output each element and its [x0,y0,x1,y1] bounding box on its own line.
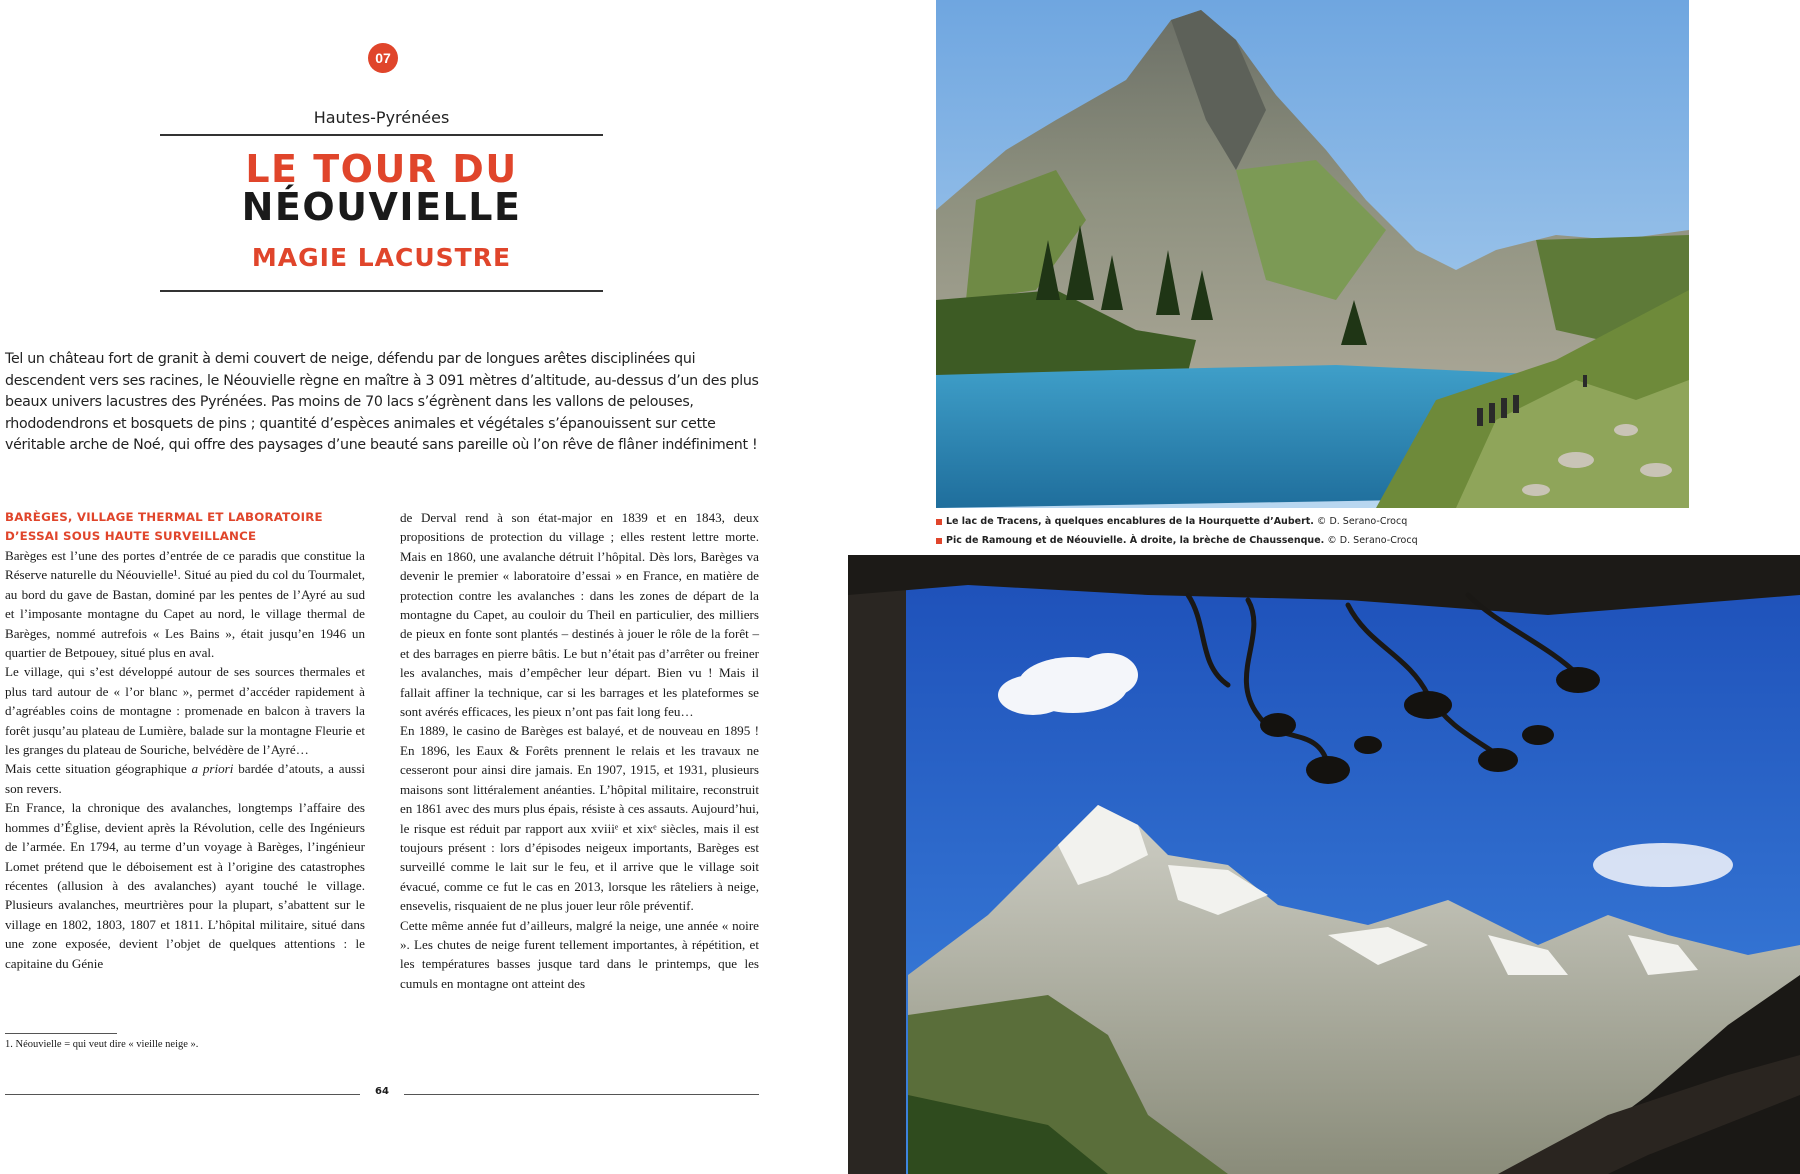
paragraph: Mais cette situation géographique a priori bardée d’atouts, a aussi son revers. [5,761,365,796]
paragraph: Le village, qui s’est développé autour de ses sources thermales et plus tard autour de « l’or blanc », permet d’accéder rapidement à d’agréables coins de montagne : promenade en balcon à travers la forêt jusqu’au plateau de Lumière, balade sur la montagne Fleurie et les granges du plateau de Souriche, belvédère de l’Ayré… [5,664,365,758]
title-line-2: NÉOUVIELLE [241,185,522,229]
region-label: Hautes-Pyrénées [313,108,450,127]
caption-bullet [936,538,942,544]
folio-rule-left [5,1094,360,1095]
title-top-rule [160,134,603,136]
photo-caption-2: Pic de Ramoung et de Néouvielle. À droite, la brèche de Chaussenque. © D. Serano-Crocq [936,535,1696,546]
paragraph: de Derval rend à son état-major en 1839 et en 1843, deux propositions de protection du village ; elles restent lettre morte. Mais en 1860, une avalanche détruit l’hôpital. Dès lors, Barèges va devenir le premier « laboratoire d’essai » en France, en matière de protection contre les avalanches : dans les zones de départ de la montagne du Capet, au couloir du Theil en particulier, des milliers de pieux en fonte sont plantés – destinés à jouer le rôle de la forêt – et des barrages en pierre bâtis. Le but n’était pas d’arrêter ou freiner les avalanches, mais d’empêcher leur départ. Bien vu ! Mais il fallait affiner la technique, car si les barrages et les plateformes se sont avérés efficaces, les pieux n’ont pas fait long feu… [400,510,759,720]
footnote-rule [5,1033,117,1034]
paragraph: En France, la chronique des avalanches, longtemps l’affaire des hommes d’Église, devient après la Révolution, celle des Ingénieurs de l’armée. En 1794, au terme d’un voyage à Barèges, l’ingénieur Lomet prétend que le déboisement est à l’origine des catastrophes récentes (allusion à des avalanches) ayant touché le village. Plusieurs avalanches, meurtrières pour la plupart, s’abattent sur le village en 1802, 1803, 1807 et 1811. L’hôpital militaire, situé dans une zone exposée, devient l’objet de quelques attentions : le capitaine du Génie [5,800,365,971]
text-column-1 [5,508,365,973]
paragraph: En 1889, le casino de Barèges est balayé, et de nouveau en 1895 ! En 1896, les Eaux & Forêts prennent le relais et les travaux ne cesseront pour ainsi dire jamais. En 1907, 1915, et 1931, plusieurs maisons sont littéralement anéanties. L’hôpital militaire, reconstruit en 1861 avec des murs plus épais, résiste à ces assauts. Aujourd’hui, le risque est réduit par rapport aux xviiiᵉ et xixᵉ siècles, mais il est toujours présent : lors d’épisodes neigeux importants, Barèges est surveillé comme le lait sur le feu, et il arrive que le village soit évacué, comme ce fut le cas en 2013, lorsque les râteliers à neige, ensevelis, risquaient de ne plus jouer leur rôle préventif. [400,723,759,914]
intro-paragraph: Tel un château fort de granit à demi couvert de neige, défendu par de longues arêtes disciplinées qui descendent vers ses racines, le Néouvielle règne en maître à 3 091 mètres d’altitude, au-dessus d’un des plus beaux univers lacustres des Pyrénées. Pas moins de 70 lacs s’égrènent dans les vallons de pelouses, rhododendrons et bosquets de pins ; quantité d’espèces animales et végétales s’épanouissent sur cette véritable arche de Noé, qui offre des paysages d’une beauté sans pareille où l’on rêve de flâner indéfiniment ! [5,351,759,454]
title-line-1: LE TOUR DU [245,147,518,191]
chapter-number: 07 [375,50,391,66]
paragraph: Cette même année fut d’ailleurs, malgré la neige, une année « noire ». Les chutes de neige furent tellement importantes, à répétition, et les températures basses jusque tard dans le printemps, que les cumuls en montagne ont atteint des [400,917,759,991]
paragraph: Barèges est l’une des portes d’entrée de ce paradis que constitue la Réserve naturelle du Néouvielle¹. Situé au pied du col du Tourmalet, au bord du gave de Bastan, dominé par les pentes de l’Ayré au sud et l’imposante montagne du Capet au nord, le village thermal de Barèges, nommé autrefois « Les Bains », était jusqu’en 1946 un quartier de Betpouey, situé plus en aval. [5,548,365,661]
folio-rule-right [404,1094,759,1095]
photo-caption-1: Le lac de Tracens, à quelques encablures de la Hourquette d’Aubert. © D. Serano-Crocq [936,516,1696,527]
page-title [160,147,603,229]
footnote: 1. Néouvielle = qui veut dire « vieille neige ». [5,1039,199,1050]
caption-bullet [936,519,942,525]
section-heading: BARÈGES, VILLAGE THERMAL ET LABORATOIRE D’ESSAI SOUS HAUTE SURVEILLANCE [5,510,323,543]
page-subtitle: MAGIE LACUSTRE [251,243,512,272]
chapter-number-badge [368,43,398,73]
page-number: 64 [375,1086,389,1097]
text-column-2 [400,508,759,993]
title-bottom-rule [160,290,603,292]
lake-tracens-photo [936,0,1689,508]
neouvielle-peaks-photo [848,555,1800,1174]
